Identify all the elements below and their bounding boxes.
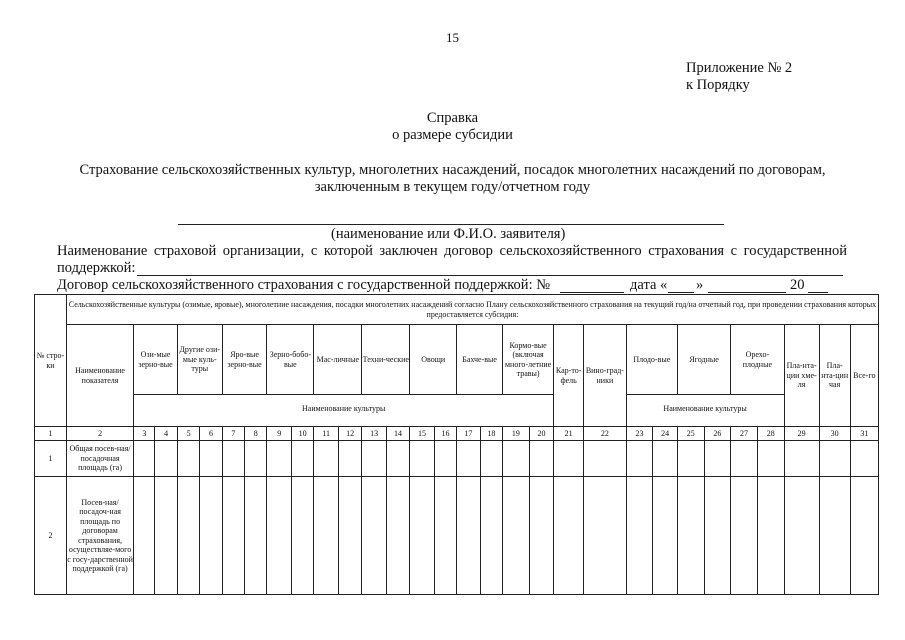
subtitle-line-2: заключенным в текущем году/отчетном году (314, 179, 591, 195)
column-number: 18 (480, 427, 502, 441)
column-number: 21 (554, 427, 584, 441)
insurer-label-line-2: поддержкой: (57, 260, 136, 276)
column-number: 9 (267, 427, 292, 441)
culture-name-label: Наименование культуры (134, 395, 554, 427)
crop-header: Другие ози-мые куль-туры (177, 325, 222, 395)
column-number: 8 (245, 427, 267, 441)
column-number: 22 (584, 427, 627, 441)
total-header: Все-го (850, 325, 878, 427)
contract-year-line (808, 292, 828, 293)
column-number: 27 (731, 427, 758, 441)
indicator-header: Наименование показателя (66, 325, 133, 427)
crop-header: Ози-мые зерно-вые (134, 325, 178, 395)
contract-number-line (560, 292, 624, 293)
column-number: 29 (784, 427, 819, 441)
contract-year: 20 (790, 277, 805, 293)
contract-label: Договор сельскохозяйственного страхования с государственной поддержкой: № (57, 277, 551, 293)
perennial-header: Плодо-вые (626, 325, 677, 395)
vineyard-header: Вино-град-ники (584, 325, 627, 427)
column-number: 5 (177, 427, 199, 441)
column-number: 26 (704, 427, 731, 441)
culture-name-label: Наименование культуры (626, 395, 784, 427)
crop-header: Яро-вые зерно-вые (222, 325, 267, 395)
crop-header: Мас-личные (314, 325, 362, 395)
column-number: 23 (626, 427, 653, 441)
subsidy-table (34, 294, 879, 595)
column-number: 30 (819, 427, 850, 441)
column-number: 13 (362, 427, 387, 441)
column-number: 4 (155, 427, 177, 441)
applicant-name-line (178, 224, 724, 225)
contract-day-line (668, 292, 694, 293)
crops-group-header: Сельскохозяйственные культуры (озимые, яровые), многолетние насаждения, посадки многолетних насаждений согласно Плану сельскохозяйственного страхования на текущий год/на отчетный год, при проведении страхования которых предоставляется субсидия: (66, 295, 878, 325)
contract-date-close: » (696, 277, 704, 293)
doc-subject: о размере субсидии (392, 127, 513, 143)
row-number: 1 (35, 441, 67, 477)
column-number: 16 (434, 427, 456, 441)
insurer-label-line-1: Наименование страховой организации, с которой заключен договор сельскохозяйственного страхования с государственной (57, 243, 847, 259)
column-number: 3 (134, 427, 155, 441)
crop-header: Бахче-вые (457, 325, 503, 395)
column-number: 25 (677, 427, 704, 441)
column-number: 20 (529, 427, 554, 441)
column-number: 31 (850, 427, 878, 441)
column-number: 17 (457, 427, 480, 441)
column-number: 15 (410, 427, 435, 441)
contract-month-line (708, 292, 786, 293)
table-row (35, 441, 879, 477)
potato-header: Кар-то-фель (554, 325, 584, 427)
column-number: 6 (200, 427, 222, 441)
row-label: Общая посев-ная/посадочная площадь (га) (66, 441, 133, 477)
column-number: 24 (653, 427, 678, 441)
perennial-header: Орехо-плодные (731, 325, 784, 395)
column-number: 10 (291, 427, 313, 441)
column-number: 14 (386, 427, 409, 441)
contract-date-label: дата « (630, 277, 668, 293)
column-number: 19 (503, 427, 530, 441)
appendix-number: Приложение № 2 (686, 60, 793, 76)
appendix-order: к Порядку (686, 77, 750, 93)
perennial-header: Ягодные (677, 325, 730, 395)
column-number: 28 (757, 427, 784, 441)
column-number: 7 (222, 427, 244, 441)
column-number-row (35, 427, 879, 441)
table-row (35, 477, 879, 595)
crop-header: Техни-ческие (362, 325, 410, 395)
crop-header: Зерно-бобо-вые (267, 325, 314, 395)
row-label: Посев-ная/посадоч-ная площадь по договорам страхования, осуществляе-мого с госу-дарственной поддержкой (га) (66, 477, 133, 595)
column-number: 1 (35, 427, 67, 441)
tea-plantation-header: Пла-нта-цин чая (819, 325, 850, 427)
crop-header: Кормо-вые (включая много-летние травы) (503, 325, 554, 395)
page-number: 15 (446, 30, 459, 45)
column-number: 12 (338, 427, 361, 441)
appendix-reference (686, 60, 792, 94)
column-number: 11 (314, 427, 339, 441)
column-number: 2 (66, 427, 133, 441)
row-number: 2 (35, 477, 67, 595)
insurer-name-line (137, 275, 843, 276)
applicant-caption: (наименование или Ф.И.О. заявителя) (331, 226, 566, 242)
subtitle-line-1: Страхование сельскохозяйственных культур, многолетних насаждений, посадок многолетних насаждений по договорам, (79, 162, 826, 178)
row-number-header: № стро-ки (35, 295, 67, 427)
doc-title: Справка (426, 110, 479, 126)
crop-header: Овощи (410, 325, 457, 395)
hop-plantation-header: Пла-нта-ции хме-ля (784, 325, 819, 427)
